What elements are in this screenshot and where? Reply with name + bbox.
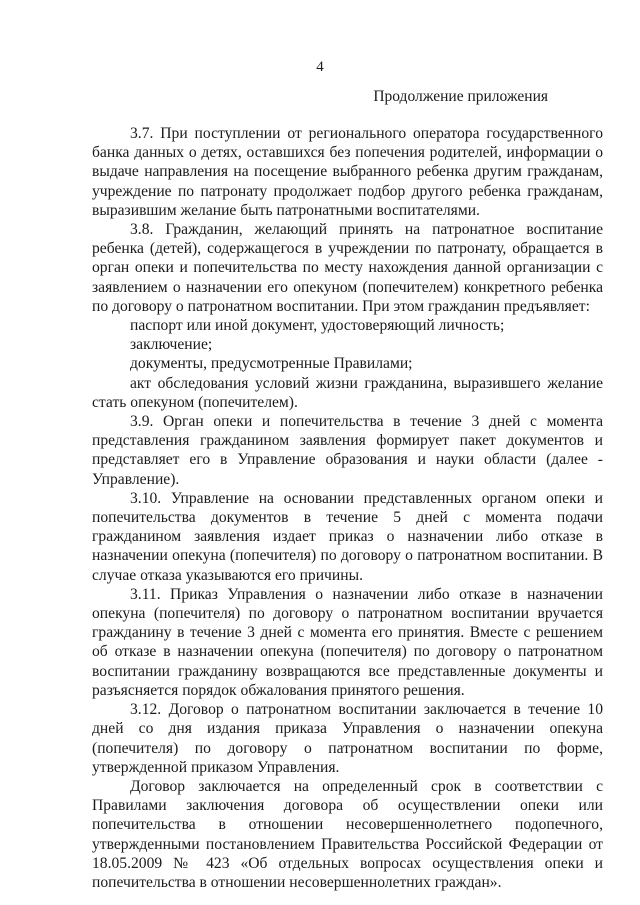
paragraph-3-12: 3.12. Договор о патронатном воспитании заключается в течение 10 дней со дня издания приказа Управления о назначении опекуна (попечителя) по договору о патронатном воспитании по форме, утвержденной приказом Управления. [92, 701, 603, 776]
paragraph-3-10: 3.10. Управление на основании представленных органом опеки и попечительства документов в течение 5 дней с момента подачи гражданином заявления издает приказ о назначении либо отказе в назначении опекуна (попечителя) по договору о патронатном воспитании. В случае отказа указываются его причины. [92, 489, 603, 584]
paragraph-3-8: 3.8. Гражданин, желающий принять на патронатное воспитание ребенка (детей), содержащегося в учреждении по патронату, обращается в орган опеки и попечительства по месту нахождения данной организации с заявлением о назначении его опекуном (попечителем) конкретного ребенка по договору о патронатном воспитании. При этом гражданин предъявляет: [92, 221, 603, 315]
list-item-inspection-act: акт обследования условий жизни гражданина, выразившего желание стать опекуном (попечителем). [92, 374, 603, 411]
paragraph-contract: Договор заключается на определенный срок в соответствии с Правилами заключения договора об осуществлении опеки или попечительства в отношении несовершеннолетнего подопечного, утвержденными постановлением Правительства Российской Федерации от 18.05.2009 № 423 «Об отдельных вопросах осуществления опеки и попечительства в отношении несовершеннолетних граждан». [92, 777, 603, 891]
paragraph-3-9: 3.9. Орган опеки и попечительства в течение 3 дней с момента представления гражданином заявления формирует пакет документов и представляет его в Управление образования и науки области (далее - Управление). [92, 413, 603, 488]
paragraph-3-11: 3.11. Приказ Управления о назначении либо отказе в назначении опекуна (попечителя) по договору о патронатном воспитании вручается гражданину в течение 3 дней с момента его принятия. Вместе с решением об отказе в назначении опекуна (попечителя) по договору о патронатном воспитании гражданину возвращаются все представленные документы и разъясняется порядок обжалования принятого решения. [92, 585, 603, 699]
continuation-label: Продолжение приложения [373, 88, 548, 105]
page-number: 4 [316, 59, 324, 75]
list-item-passport: паспорт или иной документ, удостоверяющий личность; [130, 317, 505, 335]
list-item-conclusion: заключение; [130, 336, 213, 354]
list-item-documents: документы, предусмотренные Правилами; [130, 355, 413, 373]
document-body [92, 124, 603, 892]
paragraph-3-7: 3.7. При поступлении от регионального оператора государственного банка данных о детях, оставшихся без попечения родителей, информации о выдаче направления на посещение выбранного ребенка другим гражданам, учреждение по патронату продолжает подбор другого ребенка гражданам, выразившим желание быть патронатными воспитателями. [92, 125, 603, 219]
